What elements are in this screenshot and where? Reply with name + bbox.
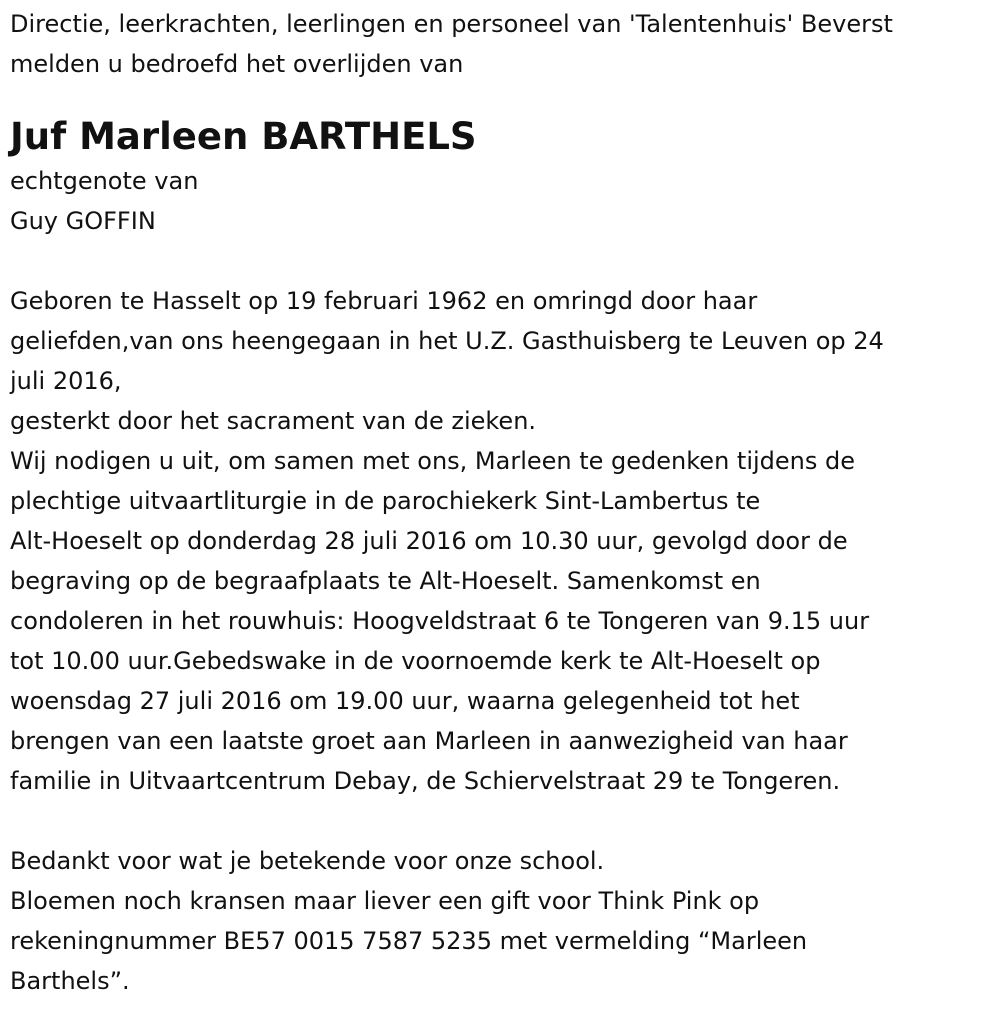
body-line: Geboren te Hasselt op 19 februari 1962 en omringd door haar xyxy=(10,287,758,315)
notice-closing xyxy=(10,841,1000,1001)
body-line: woensdag 27 juli 2016 om 19.00 uur, waarna gelegenheid tot het xyxy=(10,687,800,715)
closing-line: Barthels”. xyxy=(10,967,130,995)
spouse-block xyxy=(10,161,1000,241)
body-line: condoleren in het rouwhuis: Hoogveldstraat 6 te Tongeren van 9.15 uur xyxy=(10,607,870,635)
spacer xyxy=(10,801,1000,841)
spacer xyxy=(10,241,1000,281)
notice-body xyxy=(10,281,1000,801)
body-line: begraving op de begraafplaats te Alt-Hoeselt. Samenkomst en xyxy=(10,567,761,595)
closing-line: rekeningnummer BE57 0015 7587 5235 met vermelding “Marleen xyxy=(10,927,808,955)
body-line: geliefden,van ons heengegaan in het U.Z. Gasthuisberg te Leuven op 24 xyxy=(10,327,884,355)
closing-line: Bloemen noch kransen maar liever een gift voor Think Pink op xyxy=(10,887,760,915)
body-line: gesterkt door het sacrament van de zieken. xyxy=(10,407,537,435)
body-line: Alt-Hoeselt op donderdag 28 juli 2016 om 10.30 uur, gevolgd door de xyxy=(10,527,848,555)
spouse-name: Guy GOFFIN xyxy=(10,207,156,235)
intro-line: melden u bedroefd het overlijden van xyxy=(10,50,464,78)
body-line: plechtige uitvaartliturgie in de parochiekerk Sint-Lambertus te xyxy=(10,487,761,515)
body-line: tot 10.00 uur.Gebedswake in de voornoemde kerk te Alt-Hoeselt op xyxy=(10,647,821,675)
body-line: juli 2016, xyxy=(10,367,122,395)
body-line: familie in Uitvaartcentrum Debay, de Schiervelstraat 29 te Tongeren. xyxy=(10,767,841,795)
intro-line: Directie, leerkrachten, leerlingen en personeel van 'Talentenhuis' Beverst xyxy=(10,10,893,38)
notice-intro xyxy=(10,4,1000,84)
deceased-name: Juf Marleen BARTHELS xyxy=(10,115,477,158)
spouse-line: echtgenote van xyxy=(10,167,199,195)
closing-line: Bedankt voor wat je betekende voor onze school. xyxy=(10,847,605,875)
body-line: Wij nodigen u uit, om samen met ons, Marleen te gedenken tijdens de xyxy=(10,447,855,475)
body-line: brengen van een laatste groet aan Marleen in aanwezigheid van haar xyxy=(10,727,848,755)
